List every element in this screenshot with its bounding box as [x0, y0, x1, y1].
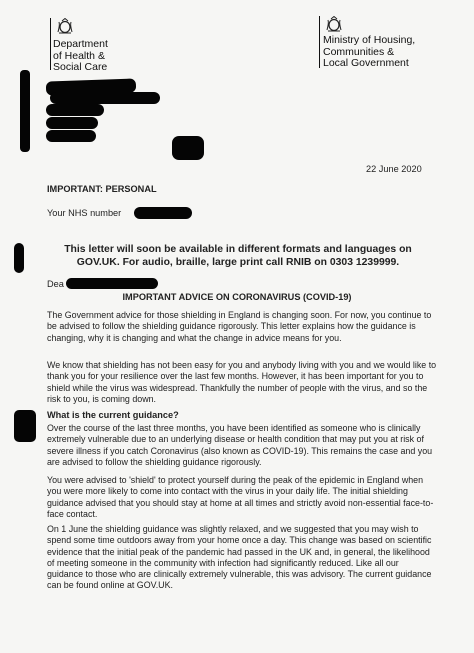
redacted-address — [46, 104, 104, 116]
letter-heading: IMPORTANT ADVICE ON CORONAVIRUS (COVID-19) — [122, 292, 352, 302]
redaction-mark — [14, 243, 24, 273]
redacted-address — [20, 70, 30, 152]
redacted-recipient-name — [66, 278, 158, 289]
guidance-paragraph: Over the course of the last three months, you have been identified as someone who is clinically extremely vulnerable due to an underlying disease or health condition that may put you at risk of severe illness if you catch Coronavirus (also known as COVID-19). This remains the case and you are advised to follow the shielding guidance rigorously. — [47, 423, 433, 467]
dhsc-line: Department — [53, 38, 108, 50]
redacted-address — [172, 136, 204, 160]
redacted-address — [46, 117, 98, 129]
letter-date: 22 June 2020 — [366, 164, 422, 174]
royal-crest-icon — [325, 16, 343, 32]
intro-paragraph: The Government advice for those shielding in England is changing soon. For now, you continue to be advised to follow the shielding guidance rigorously. This letter explains how the guidance is changing, why it is changing and what the change in advice means for you. — [47, 310, 432, 343]
guidance-paragraph: You were advised to 'shield' to protect yourself during the peak of the epidemic in England when you were more likely to come into contact with the virus in your daily life. The initial shielding guidance advised that you should stay at home at all times and strictly avoid non-essential face-to-face contact. — [47, 475, 434, 519]
important-label: IMPORTANT: PERSONAL — [47, 184, 157, 194]
redacted-address — [46, 130, 96, 142]
redaction-mark — [14, 410, 36, 442]
format-notice: This letter will soon be available in different formats and languages on GOV.UK. For audio, braille, large print call RNIB on 0303 1239999. — [64, 244, 412, 268]
dhsc-name — [53, 39, 108, 74]
guidance-subheading: What is the current guidance? — [47, 410, 179, 420]
guidance-paragraph: On 1 June the shielding guidance was slightly relaxed, and we suggested that you may wish to spend some time outdoors away from your home once a day. This change was based on scientific evidence that the initial peak of the pandemic had passed in the UK and, in general, the likelihood of meeting someone in the community with infection had significantly reduced. Like all our guidance to those who are clinically extremely vulnerable, this was advisory. The current guidance can be found online at GOV.UK. — [47, 524, 432, 591]
redacted-address — [50, 92, 160, 104]
dhsc-rule — [50, 18, 51, 70]
royal-crest-icon — [56, 18, 74, 34]
mhclg-rule — [319, 16, 320, 68]
mhclg-line: Communities & — [323, 45, 395, 58]
dhsc-line: of Health & — [53, 49, 105, 62]
mhclg-name — [323, 35, 415, 70]
salutation: Dea — [47, 279, 64, 289]
dhsc-line: Social Care — [53, 61, 108, 73]
mhclg-line: Ministry of Housing, — [323, 34, 416, 46]
nhs-number-label: Your NHS number — [47, 208, 122, 218]
redacted-nhs-number — [134, 207, 192, 219]
intro-paragraph: We know that shielding has not been easy for you and anybody living with you and we would like to thank you for your resilience over the last few months. However, it has been important for you to shield while the virus was widespread. Thankfully the number of people with the virus, and so the risk to you, is coming down. — [47, 360, 437, 404]
mhclg-line: Local Government — [323, 57, 409, 69]
